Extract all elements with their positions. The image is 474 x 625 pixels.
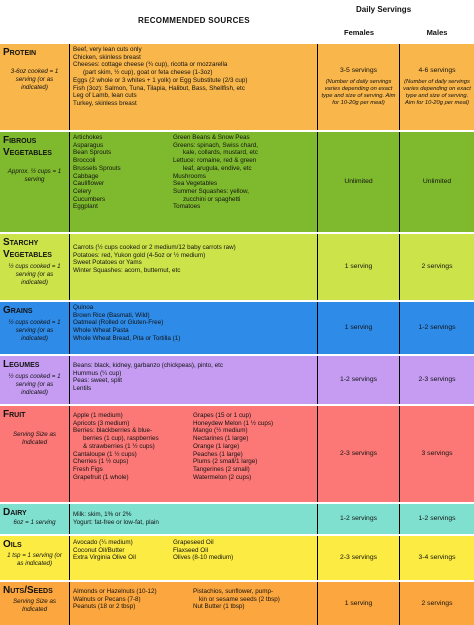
source-line: Nut Butter (1 tbsp): [193, 603, 245, 611]
source-line: Plums (2 small/1 large): [193, 458, 258, 466]
male-servings-cell: [400, 504, 474, 534]
female-servings: 2-3 servings: [339, 450, 378, 457]
female-servings-cell: [318, 302, 400, 354]
category-cell: [0, 582, 70, 625]
female-servings-cell: [318, 406, 400, 502]
sources-column-1: [73, 588, 193, 611]
source-line: Lentils: [73, 385, 92, 393]
female-servings: Unlimited: [344, 178, 373, 185]
source-line: Tangerines (2 small): [193, 465, 250, 473]
category-cell: [0, 234, 70, 300]
serving-size-note: ½ cups cooked = 1 serving (or as indicated): [8, 263, 61, 286]
sources-cell: [70, 44, 318, 130]
source-line: Lettuce: romaine, red & green: [173, 157, 257, 165]
source-line: Walnuts or Pecans (7-8): [73, 595, 141, 603]
male-servings-cell: [400, 44, 474, 130]
source-line: Cherries (1 ½ cups): [73, 458, 129, 466]
category-name: Fibrous Vegetables: [3, 135, 52, 158]
female-servings-cell: [318, 504, 400, 534]
sources-cell: [70, 302, 318, 354]
female-servings-cell: [318, 582, 400, 625]
source-line: Mango (½ medium): [193, 427, 248, 435]
serving-size-note: 3-6oz cooked = 1 serving (or as indicated): [10, 68, 59, 91]
source-line: Quinoa: [73, 304, 94, 311]
source-line: Beef, very lean cuts only: [73, 46, 142, 53]
source-line: Apricots (3 medium): [73, 419, 130, 427]
category-name: Nuts/Seeds: [3, 585, 53, 596]
row-nuts-seeds: [0, 580, 474, 625]
male-servings-cell: [400, 536, 474, 580]
sources-column-2: [173, 134, 313, 211]
header-females: Females: [343, 28, 375, 37]
source-line: Cantaloupe (1 ½ cups): [73, 450, 137, 458]
female-servings: 1 serving: [344, 263, 373, 270]
female-servings-cell: [318, 536, 400, 580]
row-protein: [0, 42, 474, 130]
source-line: Beans: black, kidney, garbanzo (chickpeas), pinto, etc: [73, 362, 224, 369]
source-line: Avocado (¼ medium): [73, 539, 133, 546]
source-line: leaf, arugula, endive, etc: [183, 164, 252, 172]
male-servings-note: (Number of daily servings varies depending on exact type and size of serving. Aim for 10-20g per meal): [403, 79, 471, 106]
serving-size-note: ½ cups cooked = 1 serving (or as indicated): [8, 373, 61, 396]
source-line: Whole Wheat Bread, Pita or Tortilla (1): [73, 334, 181, 342]
sources-cell: [70, 132, 318, 232]
sources-column-2: [173, 539, 313, 562]
male-servings-cell: [400, 234, 474, 300]
male-servings: 3-4 servings: [418, 554, 456, 561]
source-line: Milk: skim, 1% or 2%: [73, 511, 132, 518]
source-line: Apple (1 medium): [73, 412, 123, 419]
source-line: Whole Wheat Pasta: [73, 327, 129, 335]
category-cell: [0, 132, 70, 232]
row-grains: [0, 300, 474, 354]
sources-column-2: [193, 588, 313, 611]
source-line: Eggs (2 whole or 3 whites + 1 yolk) or Egg Substitute (2/3 cup): [73, 76, 248, 84]
source-line: Coconut Oil/Butter: [73, 546, 125, 554]
sources-cell: [70, 234, 318, 300]
source-line: Carrots (½ cups cooked or 2 medium/12 baby carrots raw): [73, 244, 236, 251]
source-line: Broccoli: [73, 157, 96, 165]
male-servings-cell: [400, 132, 474, 232]
source-line: Grapes (15 or 1 cup): [193, 412, 252, 419]
female-servings: 3-5 servings: [339, 67, 378, 74]
source-line: Hummus (¼ cup): [73, 369, 122, 377]
category-name: Protein: [3, 47, 37, 58]
sources-cell: [70, 356, 318, 404]
source-line: Tomatoes: [173, 203, 201, 211]
category-cell: [0, 406, 70, 502]
row-oils: [0, 534, 474, 580]
header-daily-servings: Daily Servings: [356, 5, 412, 14]
source-line: Leg of Lamb, lean cuts: [73, 92, 137, 100]
female-servings-note: (Number of daily servings varies depending on exact type and size of serving. Aim for 10-20g per meal): [321, 79, 396, 106]
source-line: Extra Virginia Olive Oil: [73, 554, 136, 562]
source-line: Turkey, skinless breast: [73, 99, 137, 107]
female-servings: 2-3 servings: [339, 554, 378, 561]
source-line: Pistachios, sunflower, pump-: [193, 588, 274, 595]
source-line: Peanuts (18 or 2 tbsp): [73, 603, 136, 611]
header-recommended-sources: RECOMMENDED SOURCES: [138, 16, 250, 25]
source-line: Winter Squashes: acorn, butternut, etc: [73, 267, 181, 275]
sources-column-1: [73, 412, 193, 481]
source-line: Green Beans & Snow Peas: [173, 134, 250, 141]
source-line: & strawberries (1 ½ cups): [83, 442, 155, 450]
source-line: Chicken, skinless breast: [73, 53, 141, 61]
female-servings: 1 serving: [344, 324, 373, 331]
male-servings-cell: [400, 406, 474, 502]
male-servings: 3 servings: [421, 450, 453, 457]
female-servings: 1-2 servings: [339, 376, 378, 383]
source-line: Grapeseed Oil: [173, 539, 214, 546]
source-line: Fish (3oz): Salmon, Tuna, Tilapia, Halibut, Bass, Shellfish, etc: [73, 84, 245, 92]
source-line: Artichokes: [73, 134, 103, 141]
source-line: Fresh Figs: [73, 465, 103, 473]
male-servings-cell: [400, 582, 474, 625]
category-cell: [0, 356, 70, 404]
female-servings: 1 serving: [344, 599, 373, 607]
source-line: Cauliflower: [73, 180, 105, 188]
sources-cell: [70, 504, 318, 534]
source-line: kale, collards, mustard, etc: [183, 149, 258, 157]
male-servings: 1-2 servings: [418, 324, 456, 331]
category-cell: [0, 44, 70, 130]
female-servings: 1-2 servings: [339, 515, 378, 522]
source-line: kin or sesame seeds (2 tbsp): [199, 595, 280, 603]
serving-size-note: Approx. ½ cups = 1 serving: [7, 168, 62, 183]
source-line: zucchini or spaghetti: [183, 195, 241, 203]
category-name: Legumes: [3, 359, 40, 370]
source-line: Celery: [73, 187, 92, 195]
table-header: [0, 0, 474, 42]
category-name: Grains: [3, 305, 33, 316]
source-line: Berries: blackberries & blue-: [73, 427, 153, 435]
category-cell: [0, 302, 70, 354]
source-line: Sea Vegetables: [173, 180, 218, 188]
source-line: Potatoes: red, Yukon gold (4-5oz or ½ medium): [73, 251, 206, 259]
female-servings-cell: [318, 44, 400, 130]
male-servings: 2-3 servings: [418, 376, 456, 383]
male-servings: 2 servings: [421, 599, 453, 607]
source-line: (part skim, ½ cup), goat or feta cheese (1-3oz): [83, 69, 213, 77]
source-line: Greens: spinach, Swiss chard,: [173, 141, 259, 149]
source-line: Peaches (1 large): [193, 450, 243, 458]
male-servings: 4-6 servings: [418, 67, 456, 74]
source-line: Orange (1 large): [193, 442, 240, 450]
male-servings: Unlimited: [422, 178, 452, 185]
row-fruit: [0, 404, 474, 502]
row-dairy: [0, 502, 474, 534]
source-line: Nectarines (1 large): [193, 435, 249, 443]
category-name: Starchy Vegetables: [3, 237, 52, 260]
header-males: Males: [426, 28, 448, 37]
female-servings-cell: [318, 356, 400, 404]
source-line: Brussels Sprouts: [73, 164, 121, 172]
source-line: Mushrooms: [173, 172, 206, 180]
source-line: Sweet Potatoes or Yams: [73, 259, 142, 267]
serving-size-note: 6oz = 1 serving: [13, 519, 56, 526]
serving-size-note: Serving Size as Indicated: [13, 598, 56, 613]
source-line: Eggplant: [73, 203, 98, 211]
row-fibrous-vegetables: [0, 130, 474, 232]
source-line: Olives (8-10 medium): [173, 554, 234, 562]
category-cell: [0, 504, 70, 534]
source-line: Cucumbers: [73, 195, 106, 203]
source-line: Oatmeal (Rolled or Gluten-Free): [73, 319, 164, 327]
serving-size-note: Serving Size as Indicated: [13, 431, 56, 446]
female-servings-cell: [318, 132, 400, 232]
source-line: Grapefruit (1 whole): [73, 473, 129, 481]
source-line: Honeydew Melon (1 ½ cups): [193, 419, 274, 427]
female-servings-cell: [318, 234, 400, 300]
source-line: Almonds or Hazelnuts (10-12): [73, 588, 157, 595]
serving-size-note: 1 tsp = 1 serving (or as indicated): [7, 552, 62, 567]
category-cell: [0, 536, 70, 580]
sources-cell: [70, 406, 318, 502]
male-servings-cell: [400, 356, 474, 404]
male-servings: 2 servings: [421, 263, 453, 270]
source-line: Asparagus: [73, 141, 104, 149]
category-name: Fruit: [3, 409, 26, 420]
male-servings: 1-2 servings: [418, 515, 456, 522]
sources-cell: [70, 536, 318, 580]
source-line: berries (1 cup), raspberries: [83, 435, 159, 443]
row-legumes: [0, 354, 474, 404]
sources-column-2: [193, 412, 313, 481]
source-line: Bean Sprouts: [73, 149, 112, 157]
source-line: Yogurt: fat-free or low-fat, plain: [73, 518, 159, 526]
source-line: Brown Rice (Basmati, Wild): [73, 311, 150, 319]
source-line: Summer Squashes: yellow,: [173, 187, 249, 195]
source-line: Watermelon (2 cups): [193, 473, 252, 481]
sources-column-1: [73, 134, 173, 211]
category-name: Dairy: [3, 507, 27, 518]
source-line: Flaxseed Oil: [173, 546, 208, 554]
serving-size-note: ½ cups cooked = 1 serving (or as indicated): [8, 319, 61, 342]
source-line: Cheeses: cottage cheese (¾ cup), ricotta or mozzarella: [73, 61, 228, 69]
source-line: Cabbage: [73, 172, 99, 180]
source-line: Peas: sweet, split: [73, 377, 122, 385]
male-servings-cell: [400, 302, 474, 354]
category-name: Oils: [3, 539, 22, 550]
sources-cell: [70, 582, 318, 625]
sources-column-1: [73, 539, 173, 562]
row-starchy-vegetables: [0, 232, 474, 300]
